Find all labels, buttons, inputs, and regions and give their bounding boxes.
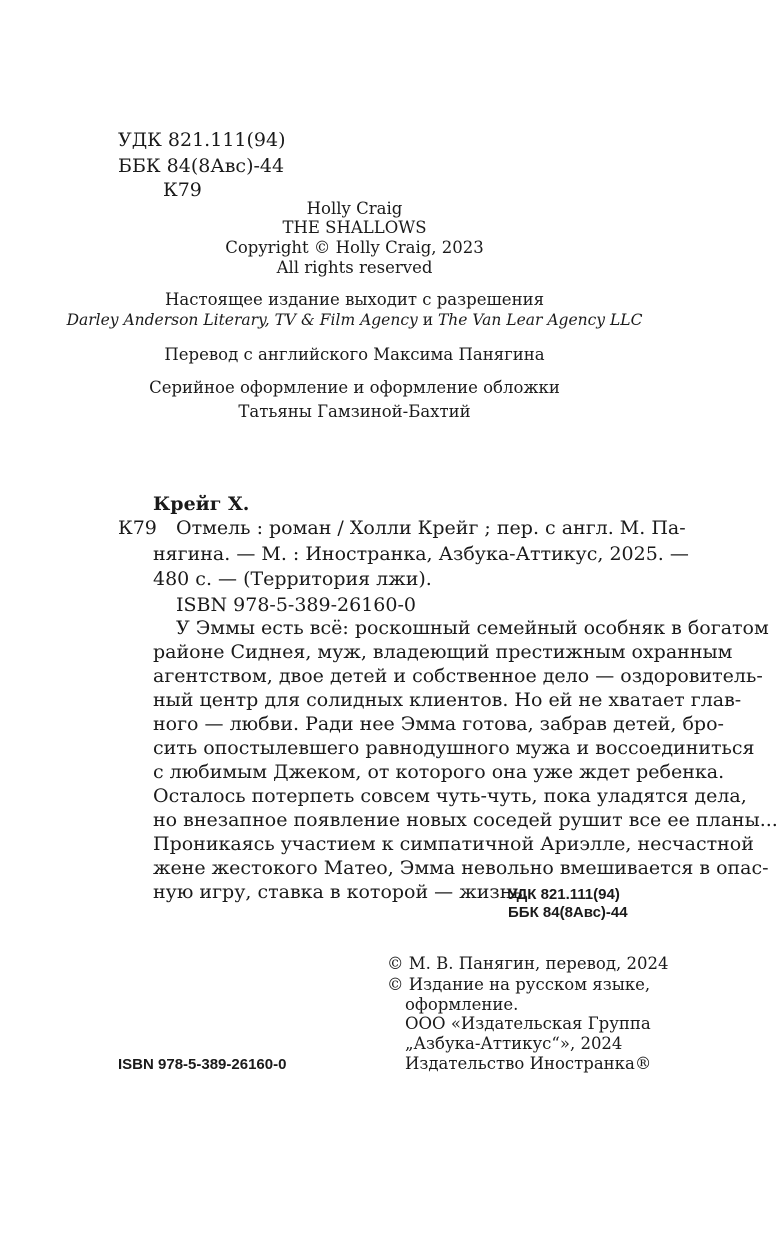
annotation-line: сить опостылевшего равнодушного мужа и воссоединиться [153, 737, 755, 759]
author-mark: К79 [163, 179, 202, 201]
design-credit-1: Серийное оформление и оформление обложки [149, 378, 560, 397]
annotation-line: У Эммы есть всё: роскошный семейный особняк в богатом [176, 617, 769, 639]
catalog-isbn: ISBN 978-5-389-26160-0 [176, 594, 416, 616]
annotation-line: ный центр для солидных клиентов. Но ей не хватает глав- [153, 689, 742, 711]
copyright-edition: © Издание на русском языке, [387, 975, 651, 994]
catalog-desc-line: Отмель : роман / Холли Крейг ; пер. с англ. М. Па- [176, 517, 686, 539]
bottom-isbn: ISBN 978-5-389-26160-0 [118, 1056, 287, 1073]
catalog-mark: К79 [118, 517, 157, 539]
copyright-edition-cont: оформление. [405, 995, 519, 1014]
annotation-line: ного — любви. Ради нее Эмма готова, забрав детей, бро- [153, 713, 724, 735]
original-author: Holly Craig [306, 199, 403, 218]
agency-2: The Van Lear Agency LLC [437, 311, 643, 329]
udk-code: УДК 821.111(94) [118, 129, 286, 151]
catalog-author-heading: Крейг Х. [153, 493, 250, 515]
annotation-line: Проникаясь участием к симпатичной Ариэлле, несчастной [153, 833, 754, 855]
catalog-desc-line: 480 с. — (Территория лжи). [153, 568, 432, 590]
copyright-publisher-cont: „Азбука-Аттикус“», 2024 [405, 1034, 623, 1053]
rights-reserved: All rights reserved [276, 258, 433, 277]
agency-and: и [417, 311, 438, 329]
translation-credit: Перевод с английского Максима Панягина [164, 345, 545, 364]
agency-1: Darley Anderson Literary, TV & Film Agency [66, 311, 418, 329]
bbk-code: ББК 84(8Авс)-44 [118, 155, 285, 177]
annotation-line: ную игру, ставка в которой — жизнь. [153, 881, 529, 903]
agency-line [0, 310, 709, 330]
permission-line: Настоящее издание выходит с разрешения [165, 290, 544, 309]
annotation-line: Осталось потерпеть совсем чуть-чуть, пока уладятся дела, [153, 785, 747, 807]
original-copyright: Copyright © Holly Craig, 2023 [225, 238, 484, 257]
catalog-desc-line: нягина. — М. : Иностранка, Азбука-Аттикус, 2025. — [153, 543, 689, 565]
annotation-line: с любимым Джеком, от которого она уже ждет ребенка. [153, 761, 725, 783]
catalog-bbk: ББК 84(8Авс)-44 [508, 904, 628, 921]
copyright-imprint: Издательство Иностранка® [405, 1054, 652, 1073]
catalog-udk: УДК 821.111(94) [508, 886, 620, 903]
annotation-line: но внезапное появление новых соседей рушит все ее планы... [153, 809, 778, 831]
copyright-translation: © М. В. Панягин, перевод, 2024 [387, 954, 669, 973]
copyright-publisher: ООО «Издательская Группа [405, 1014, 651, 1033]
annotation-line: районе Сиднея, муж, владеющий престижным охранным [153, 641, 733, 663]
original-title: THE SHALLOWS [282, 218, 427, 237]
annotation-line: жене жестокого Матео, Эмма невольно вмешивается в опас- [153, 857, 769, 879]
design-credit-2: Татьяны Гамзиной-Бахтий [238, 402, 471, 421]
annotation-line: агентством, двое детей и собственное дело — оздоровитель- [153, 665, 763, 687]
